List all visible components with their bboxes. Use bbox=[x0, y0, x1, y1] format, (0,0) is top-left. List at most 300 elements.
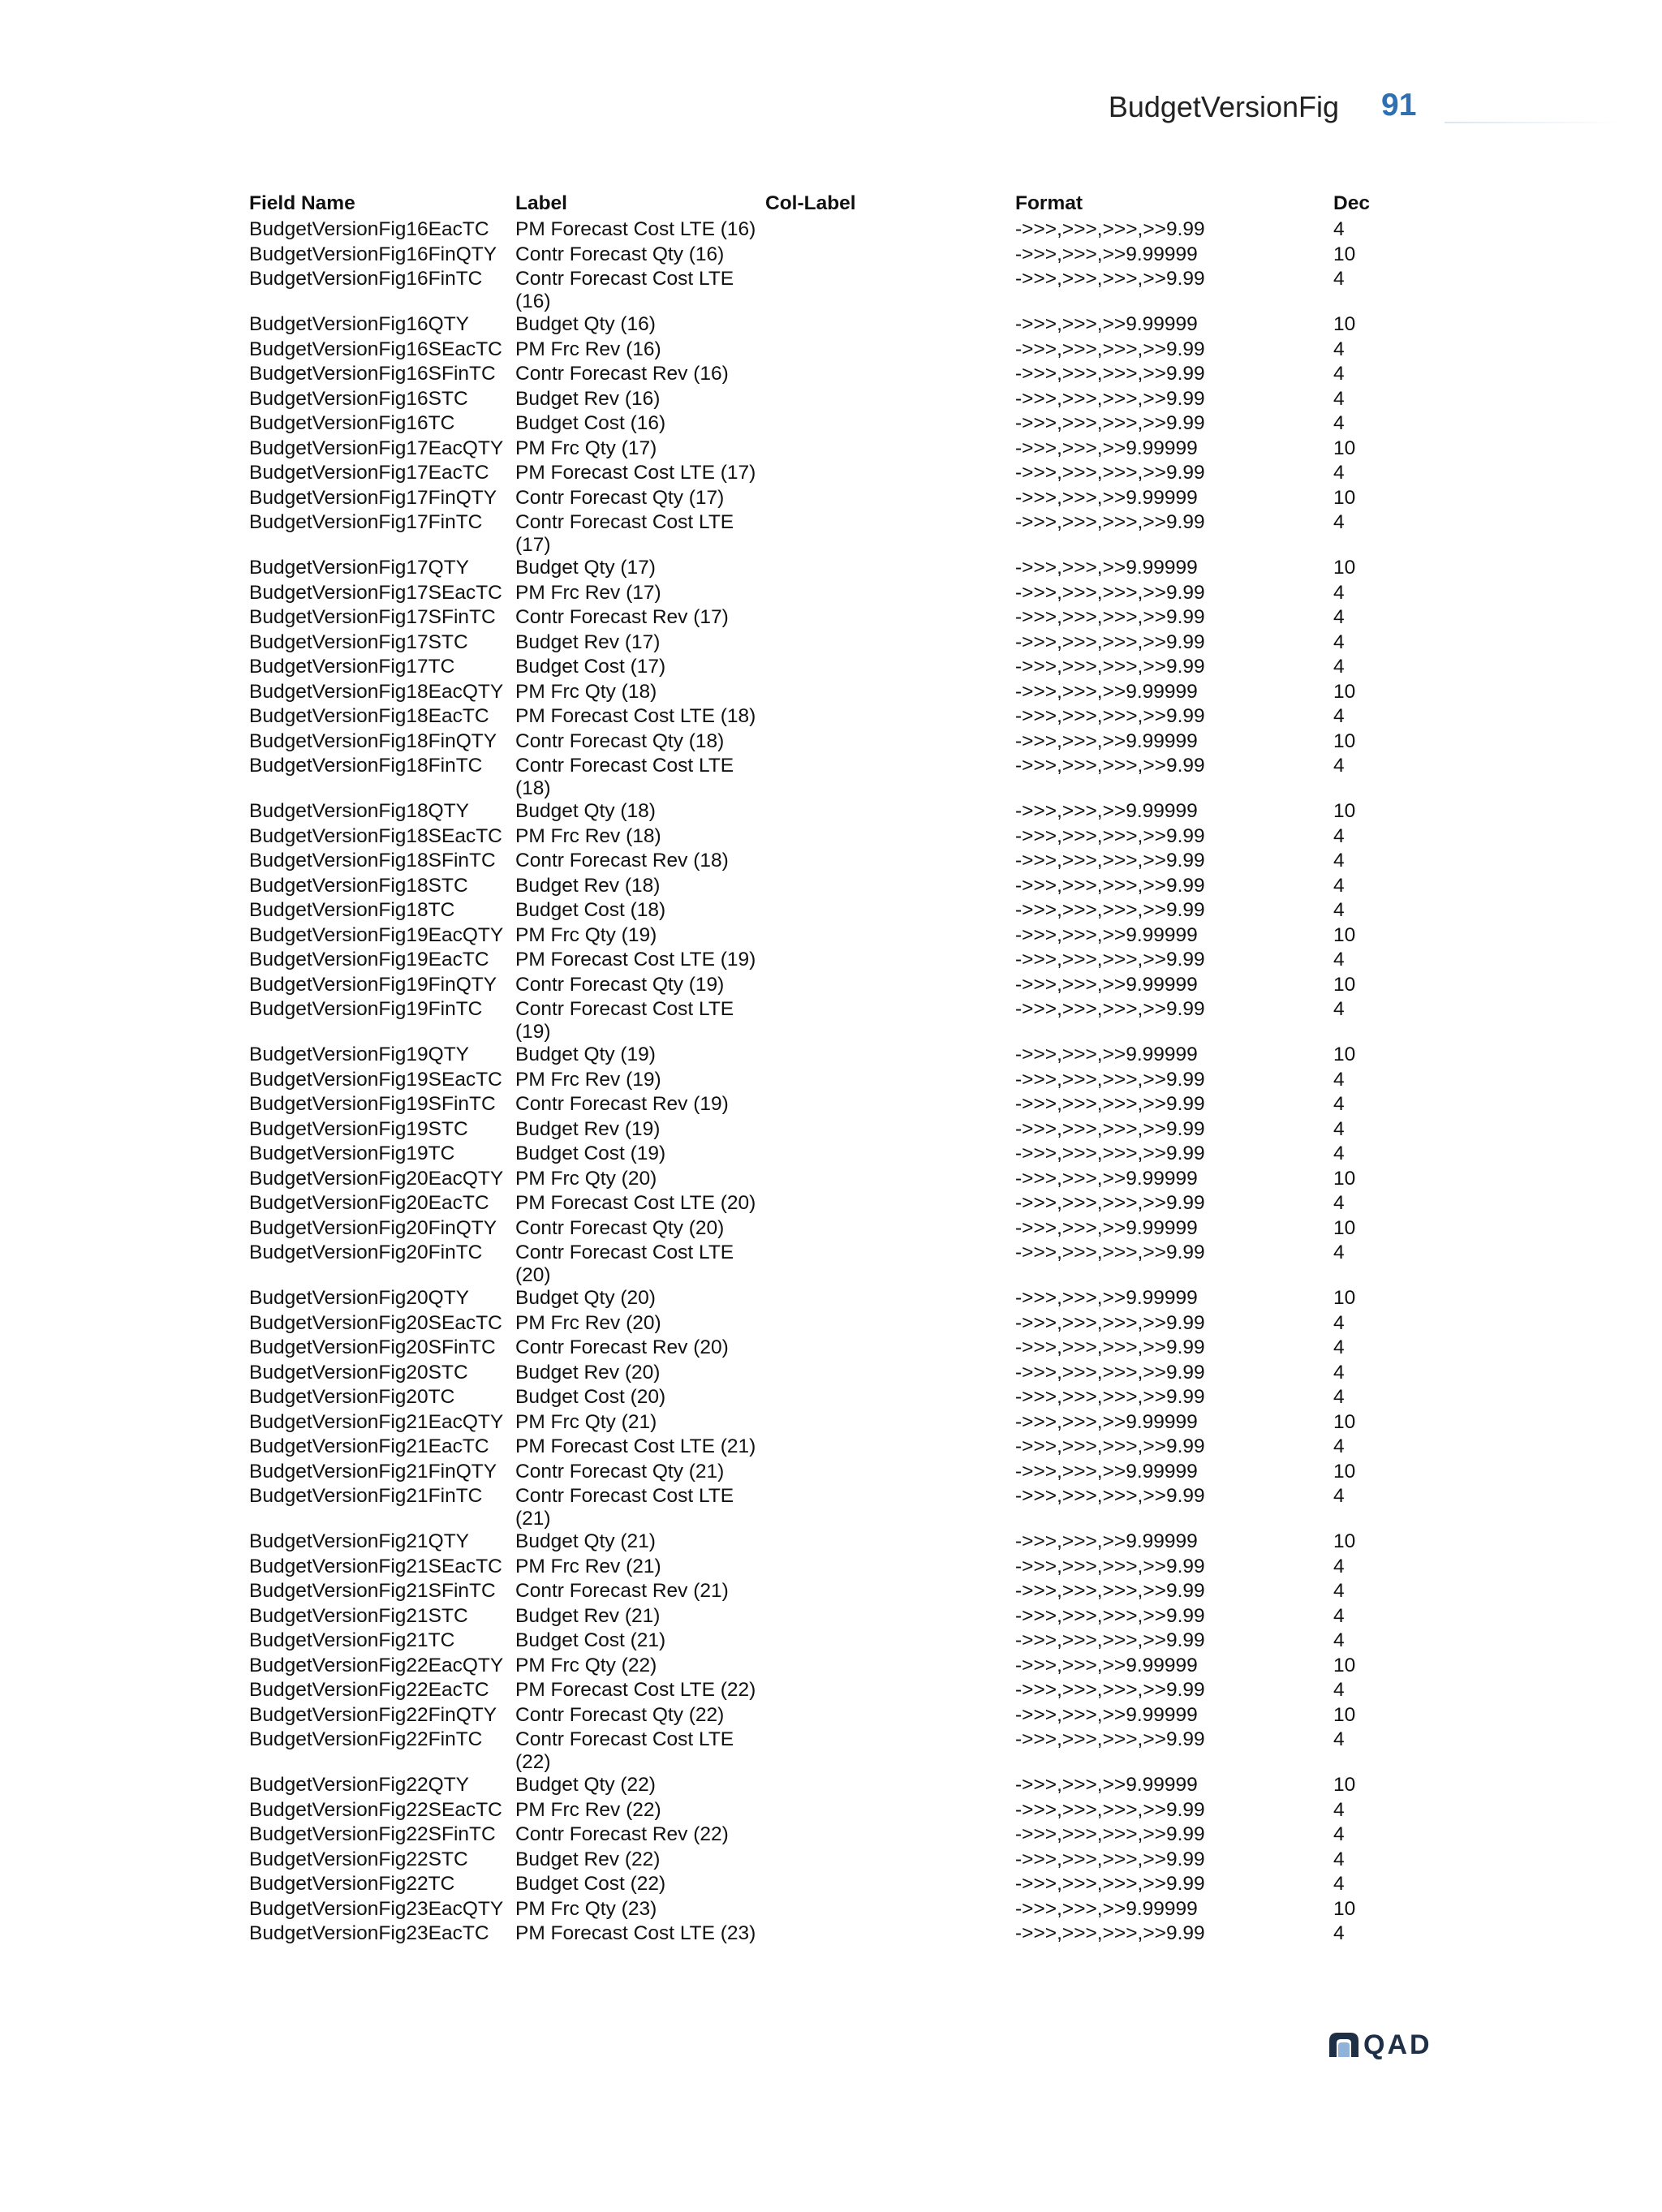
cell-col-label bbox=[765, 1728, 1015, 1774]
cell-format: ->>>,>>>,>>9.99999 bbox=[1015, 973, 1198, 996]
cell-label: Budget Cost (19) bbox=[515, 1143, 666, 1164]
cell-col-label bbox=[765, 1118, 1015, 1143]
table-row bbox=[249, 800, 1426, 825]
cell-field-name: BudgetVersionFig20SEacTC bbox=[249, 1311, 502, 1334]
cell-dec: 4 bbox=[1333, 1679, 1345, 1701]
cell-dec: 10 bbox=[1333, 243, 1356, 265]
cell-format: ->>>,>>>,>>>,>>9.99 bbox=[1015, 1823, 1205, 1845]
cell-format: ->>>,>>>,>>9.99999 bbox=[1015, 1703, 1198, 1726]
cell-col-label bbox=[765, 899, 1015, 924]
cell-field-name: BudgetVersionFig20STC bbox=[249, 1361, 468, 1384]
cell-dec: 4 bbox=[1333, 1629, 1345, 1651]
cell-field-name: BudgetVersionFig19FinTC bbox=[249, 998, 483, 1020]
cell-format: ->>>,>>>,>>>,>>9.99 bbox=[1015, 1336, 1205, 1358]
cell-label: Contr Forecast Cost LTE (17) bbox=[515, 511, 734, 556]
cell-col-label bbox=[765, 363, 1015, 388]
column-header-format: Format bbox=[1015, 192, 1083, 214]
cell-label: Budget Rev (16) bbox=[515, 387, 661, 410]
cell-col-label bbox=[765, 1044, 1015, 1069]
table-row bbox=[249, 606, 1426, 631]
cell-col-label bbox=[765, 1336, 1015, 1362]
cell-dec: 10 bbox=[1333, 680, 1356, 703]
table-row bbox=[249, 437, 1426, 463]
cell-label: Budget Cost (18) bbox=[515, 899, 666, 921]
cell-dec: 10 bbox=[1333, 1654, 1356, 1676]
cell-field-name: BudgetVersionFig20FinQTY bbox=[249, 1216, 497, 1239]
cell-field-name: BudgetVersionFig18STC bbox=[249, 874, 468, 897]
cell-field-name: BudgetVersionFig21SFinTC bbox=[249, 1580, 496, 1602]
cell-format: ->>>,>>>,>>>,>>9.99 bbox=[1015, 1798, 1205, 1821]
cell-col-label bbox=[765, 1435, 1015, 1461]
cell-col-label bbox=[765, 487, 1015, 512]
table-row bbox=[249, 1242, 1426, 1287]
cell-dec: 4 bbox=[1333, 1555, 1345, 1577]
cell-col-label bbox=[765, 998, 1015, 1044]
cell-col-label bbox=[765, 924, 1015, 949]
cell-format: ->>>,>>>,>>9.99999 bbox=[1015, 800, 1198, 822]
cell-dec: 4 bbox=[1333, 630, 1345, 653]
cell-field-name: BudgetVersionFig21FinQTY bbox=[249, 1460, 497, 1483]
cell-field-name: BudgetVersionFig18FinTC bbox=[249, 755, 483, 777]
table-row bbox=[249, 1044, 1426, 1069]
table-row bbox=[249, 1605, 1426, 1630]
cell-col-label bbox=[765, 1704, 1015, 1729]
cell-dec: 10 bbox=[1333, 437, 1356, 459]
cell-format: ->>>,>>>,>>9.99999 bbox=[1015, 923, 1198, 946]
cell-label: Contr Forecast Qty (22) bbox=[515, 1703, 725, 1726]
cell-format: ->>>,>>>,>>>,>>9.99 bbox=[1015, 1386, 1205, 1408]
cell-label: Contr Forecast Rev (16) bbox=[515, 363, 729, 385]
cell-col-label bbox=[765, 313, 1015, 338]
cell-dec: 4 bbox=[1333, 874, 1345, 897]
cell-col-label bbox=[765, 800, 1015, 825]
cell-format: ->>>,>>>,>>>,>>9.99 bbox=[1015, 511, 1205, 533]
cell-format: ->>>,>>>,>>>,>>9.99 bbox=[1015, 824, 1205, 847]
cell-field-name: BudgetVersionFig22FinTC bbox=[249, 1728, 483, 1750]
cell-col-label bbox=[765, 1192, 1015, 1217]
cell-field-name: BudgetVersionFig23EacTC bbox=[249, 1922, 489, 1944]
cell-dec: 10 bbox=[1333, 729, 1356, 752]
column-header-col-label: Col-Label bbox=[765, 192, 856, 214]
cell-label: Budget Qty (16) bbox=[515, 313, 656, 335]
cell-format: ->>>,>>>,>>>,>>9.99 bbox=[1015, 656, 1205, 678]
cell-label: Contr Forecast Qty (18) bbox=[515, 729, 725, 752]
cell-field-name: BudgetVersionFig17FinTC bbox=[249, 511, 483, 533]
cell-field-name: BudgetVersionFig18QTY bbox=[249, 800, 470, 822]
table-body bbox=[249, 218, 1426, 1947]
cell-label: Budget Qty (19) bbox=[515, 1044, 656, 1065]
cell-label: PM Frc Rev (21) bbox=[515, 1555, 661, 1577]
cell-field-name: BudgetVersionFig18EacQTY bbox=[249, 680, 504, 703]
cell-dec: 4 bbox=[1333, 949, 1345, 970]
table-row bbox=[249, 825, 1426, 850]
cell-field-name: BudgetVersionFig19EacQTY bbox=[249, 923, 504, 946]
cell-field-name: BudgetVersionFig19SFinTC bbox=[249, 1093, 496, 1115]
cell-format: ->>>,>>>,>>>,>>9.99 bbox=[1015, 1848, 1205, 1870]
cell-format: ->>>,>>>,>>9.99999 bbox=[1015, 729, 1198, 752]
cell-label: PM Frc Qty (21) bbox=[515, 1410, 657, 1433]
cell-field-name: BudgetVersionFig19FinQTY bbox=[249, 973, 497, 996]
table-row bbox=[249, 1093, 1426, 1118]
cell-field-name: BudgetVersionFig16QTY bbox=[249, 313, 470, 335]
cell-format: ->>>,>>>,>>>,>>9.99 bbox=[1015, 412, 1205, 434]
cell-format: ->>>,>>>,>>>,>>9.99 bbox=[1015, 1117, 1205, 1140]
cell-dec: 4 bbox=[1333, 824, 1345, 847]
table-row bbox=[249, 1556, 1426, 1581]
cell-format: ->>>,>>>,>>>,>>9.99 bbox=[1015, 850, 1205, 871]
cell-format: ->>>,>>>,>>>,>>9.99 bbox=[1015, 1435, 1205, 1457]
table-row bbox=[249, 755, 1426, 800]
cell-dec: 4 bbox=[1333, 1143, 1345, 1164]
cell-label: PM Frc Rev (19) bbox=[515, 1068, 661, 1091]
cell-label: Budget Cost (21) bbox=[515, 1629, 666, 1651]
cell-dec: 4 bbox=[1333, 1848, 1345, 1870]
cell-label: Budget Cost (16) bbox=[515, 412, 666, 434]
cell-field-name: BudgetVersionFig19SEacTC bbox=[249, 1068, 502, 1091]
cell-dec: 4 bbox=[1333, 1192, 1345, 1214]
cell-dec: 4 bbox=[1333, 218, 1345, 240]
cell-field-name: BudgetVersionFig17SEacTC bbox=[249, 581, 502, 604]
table-row bbox=[249, 1898, 1426, 1923]
cell-col-label bbox=[765, 1580, 1015, 1605]
cell-dec: 4 bbox=[1333, 363, 1345, 385]
cell-field-name: BudgetVersionFig22STC bbox=[249, 1848, 468, 1870]
cell-col-label bbox=[765, 1605, 1015, 1630]
cell-dec: 10 bbox=[1333, 1774, 1356, 1796]
cell-label: Contr Forecast Rev (19) bbox=[515, 1093, 729, 1115]
cell-col-label bbox=[765, 705, 1015, 730]
table-row bbox=[249, 1386, 1426, 1411]
cell-label: Budget Cost (22) bbox=[515, 1873, 666, 1895]
cell-dec: 10 bbox=[1333, 1044, 1356, 1065]
cell-field-name: BudgetVersionFig18SEacTC bbox=[249, 824, 502, 847]
cell-dec: 10 bbox=[1333, 1410, 1356, 1433]
cell-label: Contr Forecast Rev (17) bbox=[515, 606, 729, 628]
cell-field-name: BudgetVersionFig17QTY bbox=[249, 557, 470, 579]
cell-col-label bbox=[765, 656, 1015, 681]
cell-format: ->>>,>>>,>>>,>>9.99 bbox=[1015, 1629, 1205, 1651]
cell-label: PM Frc Rev (16) bbox=[515, 338, 661, 360]
cell-field-name: BudgetVersionFig22SEacTC bbox=[249, 1798, 502, 1821]
page-header bbox=[0, 88, 1662, 136]
cell-dec: 4 bbox=[1333, 1728, 1345, 1750]
table-row bbox=[249, 681, 1426, 706]
cell-label: Budget Qty (17) bbox=[515, 557, 656, 579]
cell-dec: 10 bbox=[1333, 313, 1356, 335]
cell-format: ->>>,>>>,>>>,>>9.99 bbox=[1015, 755, 1205, 777]
table-row bbox=[249, 1217, 1426, 1242]
table-row bbox=[249, 1312, 1426, 1337]
cell-field-name: BudgetVersionFig16SEacTC bbox=[249, 338, 502, 360]
cell-col-label bbox=[765, 681, 1015, 706]
cell-label: Budget Qty (21) bbox=[515, 1530, 656, 1552]
table-row bbox=[249, 412, 1426, 437]
cell-field-name: BudgetVersionFig20EacTC bbox=[249, 1192, 489, 1214]
cell-label: PM Forecast Cost LTE (23) bbox=[515, 1922, 756, 1944]
cell-col-label bbox=[765, 1217, 1015, 1242]
cell-label: Contr Forecast Rev (22) bbox=[515, 1823, 729, 1845]
table-row bbox=[249, 582, 1426, 607]
table-row bbox=[249, 511, 1426, 557]
cell-label: PM Forecast Cost LTE (16) bbox=[515, 218, 756, 240]
table-row bbox=[249, 268, 1426, 313]
cell-label: PM Forecast Cost LTE (22) bbox=[515, 1679, 756, 1701]
table-row bbox=[249, 730, 1426, 755]
cell-field-name: BudgetVersionFig16SFinTC bbox=[249, 363, 496, 385]
cell-format: ->>>,>>>,>>9.99999 bbox=[1015, 680, 1198, 703]
cell-dec: 4 bbox=[1333, 1580, 1345, 1602]
cell-format: ->>>,>>>,>>9.99999 bbox=[1015, 1460, 1198, 1483]
cell-col-label bbox=[765, 437, 1015, 463]
cell-label: PM Forecast Cost LTE (20) bbox=[515, 1192, 756, 1214]
table-row bbox=[249, 487, 1426, 512]
cell-format: ->>>,>>>,>>>,>>9.99 bbox=[1015, 338, 1205, 360]
cell-format: ->>>,>>>,>>9.99999 bbox=[1015, 1530, 1198, 1552]
table-row bbox=[249, 1411, 1426, 1436]
table-row bbox=[249, 875, 1426, 900]
cell-dec: 4 bbox=[1333, 387, 1345, 410]
cell-dec: 4 bbox=[1333, 606, 1345, 628]
cell-col-label bbox=[765, 1093, 1015, 1118]
cell-format: ->>>,>>>,>>>,>>9.99 bbox=[1015, 1361, 1205, 1384]
table-row bbox=[249, 1336, 1426, 1362]
cell-label: Budget Cost (20) bbox=[515, 1386, 666, 1408]
cell-field-name: BudgetVersionFig22SFinTC bbox=[249, 1823, 496, 1845]
table-row bbox=[249, 462, 1426, 487]
table-row bbox=[249, 363, 1426, 388]
cell-label: Contr Forecast Rev (21) bbox=[515, 1580, 729, 1602]
cell-field-name: BudgetVersionFig16FinQTY bbox=[249, 243, 497, 265]
cell-format: ->>>,>>>,>>>,>>9.99 bbox=[1015, 606, 1205, 628]
table-row bbox=[249, 557, 1426, 582]
table-row bbox=[249, 1704, 1426, 1729]
cell-col-label bbox=[765, 1898, 1015, 1923]
cell-col-label bbox=[765, 1386, 1015, 1411]
cell-format: ->>>,>>>,>>>,>>9.99 bbox=[1015, 1922, 1205, 1944]
cell-dec: 10 bbox=[1333, 1703, 1356, 1726]
cell-col-label bbox=[765, 582, 1015, 607]
table-row bbox=[249, 656, 1426, 681]
cell-field-name: BudgetVersionFig21EacQTY bbox=[249, 1410, 504, 1433]
table-row bbox=[249, 1461, 1426, 1486]
cell-label: Budget Rev (18) bbox=[515, 874, 661, 897]
cell-dec: 4 bbox=[1333, 581, 1345, 604]
cell-format: ->>>,>>>,>>>,>>9.99 bbox=[1015, 1192, 1205, 1214]
column-header-field-name: Field Name bbox=[249, 192, 355, 214]
cell-dec: 4 bbox=[1333, 850, 1345, 871]
table-row bbox=[249, 850, 1426, 875]
cell-label: PM Frc Rev (22) bbox=[515, 1798, 661, 1821]
cell-field-name: BudgetVersionFig22QTY bbox=[249, 1774, 470, 1796]
cell-field-name: BudgetVersionFig21EacTC bbox=[249, 1435, 489, 1457]
cell-dec: 4 bbox=[1333, 1604, 1345, 1627]
cell-dec: 10 bbox=[1333, 486, 1356, 509]
field-table bbox=[249, 192, 1426, 1947]
cell-format: ->>>,>>>,>>9.99999 bbox=[1015, 1774, 1198, 1796]
cell-dec: 4 bbox=[1333, 998, 1345, 1020]
cell-field-name: BudgetVersionFig21TC bbox=[249, 1629, 455, 1651]
cell-dec: 4 bbox=[1333, 1117, 1345, 1140]
cell-format: ->>>,>>>,>>9.99999 bbox=[1015, 1216, 1198, 1239]
table-row bbox=[249, 218, 1426, 243]
cell-label: PM Frc Qty (19) bbox=[515, 923, 657, 946]
cell-col-label bbox=[765, 949, 1015, 974]
cell-dec: 4 bbox=[1333, 1823, 1345, 1845]
cell-col-label bbox=[765, 1799, 1015, 1824]
table-row bbox=[249, 1655, 1426, 1680]
cell-label: Budget Rev (21) bbox=[515, 1604, 661, 1627]
cell-format: ->>>,>>>,>>>,>>9.99 bbox=[1015, 1728, 1205, 1750]
table-row bbox=[249, 899, 1426, 924]
table-row bbox=[249, 388, 1426, 413]
qad-logo bbox=[1328, 2029, 1432, 2061]
cell-label: Contr Forecast Cost LTE (19) bbox=[515, 998, 734, 1043]
cell-field-name: BudgetVersionFig16STC bbox=[249, 387, 468, 410]
cell-field-name: BudgetVersionFig21QTY bbox=[249, 1530, 470, 1552]
cell-field-name: BudgetVersionFig17EacTC bbox=[249, 462, 489, 484]
cell-dec: 10 bbox=[1333, 923, 1356, 946]
table-row bbox=[249, 705, 1426, 730]
cell-col-label bbox=[765, 1287, 1015, 1312]
cell-col-label bbox=[765, 1362, 1015, 1387]
table-row bbox=[249, 1530, 1426, 1556]
cell-field-name: BudgetVersionFig21FinTC bbox=[249, 1485, 483, 1507]
cell-format: ->>>,>>>,>>>,>>9.99 bbox=[1015, 1873, 1205, 1895]
table-row bbox=[249, 243, 1426, 269]
table-row bbox=[249, 1799, 1426, 1824]
cell-col-label bbox=[765, 974, 1015, 999]
cell-dec: 4 bbox=[1333, 1336, 1345, 1358]
cell-format: ->>>,>>>,>>9.99999 bbox=[1015, 1044, 1198, 1065]
cell-field-name: BudgetVersionFig23EacQTY bbox=[249, 1897, 504, 1920]
cell-label: PM Frc Rev (18) bbox=[515, 824, 661, 847]
cell-col-label bbox=[765, 631, 1015, 656]
cell-col-label bbox=[765, 557, 1015, 582]
cell-label: Contr Forecast Cost LTE (22) bbox=[515, 1728, 734, 1773]
cell-label: PM Frc Rev (20) bbox=[515, 1311, 661, 1334]
cell-field-name: BudgetVersionFig17FinQTY bbox=[249, 486, 497, 509]
cell-col-label bbox=[765, 1629, 1015, 1655]
cell-format: ->>>,>>>,>>9.99999 bbox=[1015, 1287, 1198, 1309]
cell-dec: 4 bbox=[1333, 1242, 1345, 1263]
cell-dec: 4 bbox=[1333, 1386, 1345, 1408]
cell-dec: 4 bbox=[1333, 705, 1345, 727]
cell-label: Contr Forecast Rev (20) bbox=[515, 1336, 729, 1358]
cell-dec: 4 bbox=[1333, 412, 1345, 434]
cell-label: PM Forecast Cost LTE (21) bbox=[515, 1435, 756, 1457]
cell-col-label bbox=[765, 388, 1015, 413]
cell-dec: 4 bbox=[1333, 656, 1345, 678]
cell-dec: 4 bbox=[1333, 1361, 1345, 1384]
cell-format: ->>>,>>>,>>>,>>9.99 bbox=[1015, 630, 1205, 653]
cell-dec: 10 bbox=[1333, 1216, 1356, 1239]
cell-label: Contr Forecast Qty (16) bbox=[515, 243, 725, 265]
cell-field-name: BudgetVersionFig17STC bbox=[249, 630, 468, 653]
cell-dec: 10 bbox=[1333, 1287, 1356, 1309]
header-rule bbox=[1445, 122, 1623, 123]
cell-format: ->>>,>>>,>>>,>>9.99 bbox=[1015, 1679, 1205, 1701]
cell-format: ->>>,>>>,>>>,>>9.99 bbox=[1015, 1068, 1205, 1091]
cell-dec: 4 bbox=[1333, 1873, 1345, 1895]
cell-format: ->>>,>>>,>>>,>>9.99 bbox=[1015, 899, 1205, 921]
cell-col-label bbox=[765, 243, 1015, 269]
cell-label: Budget Rev (17) bbox=[515, 630, 661, 653]
cell-col-label bbox=[765, 338, 1015, 364]
cell-label: PM Frc Qty (18) bbox=[515, 680, 657, 703]
cell-field-name: BudgetVersionFig17EacQTY bbox=[249, 437, 504, 459]
cell-label: Budget Rev (20) bbox=[515, 1361, 661, 1384]
cell-format: ->>>,>>>,>>>,>>9.99 bbox=[1015, 1242, 1205, 1263]
cell-col-label bbox=[765, 1873, 1015, 1898]
cell-col-label bbox=[765, 606, 1015, 631]
table-row bbox=[249, 1922, 1426, 1947]
table-row bbox=[249, 1287, 1426, 1312]
cell-format: ->>>,>>>,>>>,>>9.99 bbox=[1015, 705, 1205, 727]
cell-dec: 4 bbox=[1333, 1485, 1345, 1507]
table-row bbox=[249, 1679, 1426, 1704]
cell-label: Contr Forecast Cost LTE (18) bbox=[515, 755, 734, 799]
qad-arch-icon bbox=[1328, 2031, 1360, 2059]
column-header-label: Label bbox=[515, 192, 567, 214]
cell-format: ->>>,>>>,>>>,>>9.99 bbox=[1015, 998, 1205, 1020]
cell-label: Budget Cost (17) bbox=[515, 656, 666, 678]
cell-col-label bbox=[765, 511, 1015, 557]
cell-col-label bbox=[765, 850, 1015, 875]
cell-format: ->>>,>>>,>>>,>>9.99 bbox=[1015, 581, 1205, 604]
table-row bbox=[249, 1873, 1426, 1898]
table-row bbox=[249, 949, 1426, 974]
cell-field-name: BudgetVersionFig19STC bbox=[249, 1117, 468, 1140]
logo-wordmark: QAD bbox=[1363, 2029, 1432, 2060]
table-row bbox=[249, 1192, 1426, 1217]
cell-dec: 4 bbox=[1333, 1922, 1345, 1944]
table-row bbox=[249, 1629, 1426, 1655]
cell-format: ->>>,>>>,>>>,>>9.99 bbox=[1015, 1485, 1205, 1507]
cell-field-name: BudgetVersionFig22FinQTY bbox=[249, 1703, 497, 1726]
cell-label: Contr Forecast Cost LTE (21) bbox=[515, 1485, 734, 1530]
cell-field-name: BudgetVersionFig18SFinTC bbox=[249, 850, 496, 871]
cell-dec: 10 bbox=[1333, 557, 1356, 579]
cell-field-name: BudgetVersionFig16TC bbox=[249, 412, 455, 434]
cell-format: ->>>,>>>,>>>,>>9.99 bbox=[1015, 1555, 1205, 1577]
cell-format: ->>>,>>>,>>9.99999 bbox=[1015, 486, 1198, 509]
cell-label: PM Frc Qty (17) bbox=[515, 437, 657, 459]
cell-format: ->>>,>>>,>>9.99999 bbox=[1015, 1167, 1198, 1190]
cell-dec: 4 bbox=[1333, 899, 1345, 921]
cell-field-name: BudgetVersionFig17TC bbox=[249, 656, 455, 678]
cell-field-name: BudgetVersionFig20EacQTY bbox=[249, 1167, 504, 1190]
cell-dec: 10 bbox=[1333, 1530, 1356, 1552]
cell-format: ->>>,>>>,>>>,>>9.99 bbox=[1015, 1093, 1205, 1115]
cell-format: ->>>,>>>,>>>,>>9.99 bbox=[1015, 1604, 1205, 1627]
table-row bbox=[249, 1848, 1426, 1874]
cell-field-name: BudgetVersionFig20FinTC bbox=[249, 1242, 483, 1263]
cell-field-name: BudgetVersionFig21SEacTC bbox=[249, 1555, 502, 1577]
cell-format: ->>>,>>>,>>9.99999 bbox=[1015, 243, 1198, 265]
table-row bbox=[249, 1143, 1426, 1168]
cell-label: Budget Qty (22) bbox=[515, 1774, 656, 1796]
cell-col-label bbox=[765, 1143, 1015, 1168]
cell-dec: 10 bbox=[1333, 1460, 1356, 1483]
cell-label: Contr Forecast Cost LTE (20) bbox=[515, 1242, 734, 1286]
cell-field-name: BudgetVersionFig18TC bbox=[249, 899, 455, 921]
table-row bbox=[249, 1069, 1426, 1094]
cell-dec: 4 bbox=[1333, 338, 1345, 360]
cell-field-name: BudgetVersionFig22EacTC bbox=[249, 1679, 489, 1701]
cell-col-label bbox=[765, 1069, 1015, 1094]
cell-dec: 4 bbox=[1333, 1798, 1345, 1821]
cell-format: ->>>,>>>,>>>,>>9.99 bbox=[1015, 387, 1205, 410]
